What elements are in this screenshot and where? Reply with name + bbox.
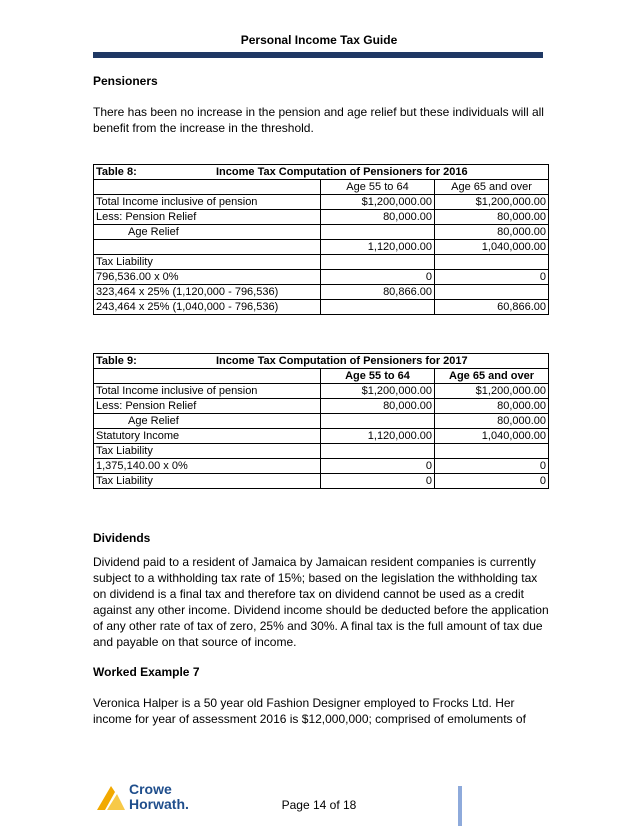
dividends-body: Dividend paid to a resident of Jamaica by Jamaican resident companies is currently subject to a withholding tax rate of 15%; based on the legislation the withholding tax on dividend is a final tax and therefore tax on dividend cannot be used as a credit against any other income. Dividend income should be deducted before the application of any other rate of tax of zero, 25% and 30%. A final tax is the full amount of tax due and payable on that source of income. (93, 555, 549, 649)
table-header-row (94, 369, 549, 384)
table-row (94, 474, 549, 489)
table-row (94, 270, 549, 285)
dividends-heading: Dividends (93, 531, 151, 545)
table-cell: Less: Pension Relief (94, 210, 321, 225)
table-row (94, 459, 549, 474)
table-header-cell (94, 369, 321, 384)
table-row (94, 384, 549, 399)
table-cell: Total Income inclusive of pension (94, 195, 321, 210)
table-cell: 0 (435, 474, 549, 489)
table-row (94, 429, 549, 444)
table-row (94, 399, 549, 414)
table-cell (435, 444, 549, 459)
table-cell: Tax Liability (94, 255, 321, 270)
table-cell (321, 300, 435, 315)
table-row (94, 444, 549, 459)
table-cell: 80,000.00 (435, 414, 549, 429)
table-caption-row (94, 165, 549, 180)
table-cell: Less: Pension Relief (94, 399, 321, 414)
table-title: Income Tax Computation of Pensioners for 2016 (216, 166, 468, 178)
table-label: Table 8: (96, 166, 137, 178)
table-cell: 323,464 x 25% (1,120,000 - 796,536) (94, 285, 321, 300)
table-cell: Age Relief (94, 414, 321, 429)
table-row (94, 285, 549, 300)
table-cell (435, 255, 549, 270)
table-cell: Total Income inclusive of pension (94, 384, 321, 399)
logo-line-1: Crowe (129, 781, 172, 797)
table-cell: $1,200,000.00 (435, 195, 549, 210)
table-caption-row (94, 354, 549, 369)
table-cell: 1,040,000.00 (435, 240, 549, 255)
table-cell: Tax Liability (94, 474, 321, 489)
table-cell (321, 255, 435, 270)
table-cell: $1,200,000.00 (435, 384, 549, 399)
table-cell: 80,866.00 (321, 285, 435, 300)
table-row (94, 255, 549, 270)
table-cell (321, 444, 435, 459)
table-cell: 0 (321, 474, 435, 489)
page-number: Page 14 of 18 (281, 798, 357, 812)
table-header-cell (94, 180, 321, 195)
table-cell: 1,120,000.00 (321, 429, 435, 444)
table-cell: 80,000.00 (435, 225, 549, 240)
worked-example-heading: Worked Example 7 (93, 665, 200, 679)
table-row (94, 225, 549, 240)
table-row (94, 210, 549, 225)
table-cell: 80,000.00 (321, 399, 435, 414)
table-row (94, 300, 549, 315)
table-cell: 796,536.00 x 0% (94, 270, 321, 285)
table-header-row (94, 180, 549, 195)
table-cell: Age Relief (94, 225, 321, 240)
table-cell: 80,000.00 (435, 399, 549, 414)
table-caption (94, 165, 549, 180)
table-cell: $1,200,000.00 (321, 195, 435, 210)
table-row (94, 240, 549, 255)
logo-line-2: Horwath. (129, 796, 189, 812)
table-cell: Tax Liability (94, 444, 321, 459)
table-header-cell: Age 55 to 64 (321, 180, 435, 195)
worked-example-body: Veronica Halper is a 50 year old Fashion Designer employed to Frocks Ltd. Her income for year of assessment 2016 is $12,000,000; comprised of emoluments of (93, 696, 526, 726)
table-cell: Statutory Income (94, 429, 321, 444)
table-cell: $1,200,000.00 (321, 384, 435, 399)
table-row (94, 195, 549, 210)
table-cell: 243,464 x 25% (1,040,000 - 796,536) (94, 300, 321, 315)
header-rule (93, 52, 543, 58)
table-header-cell: Age 55 to 64 (321, 369, 435, 384)
footer-divider (458, 786, 462, 826)
table-cell (94, 240, 321, 255)
table-header-cell: Age 65 and over (435, 369, 549, 384)
table-cell: 1,040,000.00 (435, 429, 549, 444)
pensioners-heading: Pensioners (93, 74, 158, 88)
table-cell (321, 225, 435, 240)
table-label: Table 9: (96, 355, 137, 367)
table-title: Income Tax Computation of Pensioners for 2017 (216, 355, 468, 367)
pensioners-body: There has been no increase in the pension and age relief but these individuals will all benefit from the increase in the threshold. (93, 105, 544, 135)
table-cell: 80,000.00 (435, 210, 549, 225)
table-header-cell: Age 65 and over (435, 180, 549, 195)
table-row (94, 414, 549, 429)
table-cell: 80,000.00 (321, 210, 435, 225)
table-cell: 0 (435, 270, 549, 285)
table-8 (93, 164, 549, 315)
table-9 (93, 353, 549, 489)
table-cell (321, 414, 435, 429)
table-cell (435, 285, 549, 300)
page-header-title: Personal Income Tax Guide (240, 33, 398, 47)
table-cell: 60,866.00 (435, 300, 549, 315)
table-cell: 1,120,000.00 (321, 240, 435, 255)
table-cell: 0 (321, 459, 435, 474)
table-cell: 1,375,140.00 x 0% (94, 459, 321, 474)
table-cell: 0 (321, 270, 435, 285)
table-cell: 0 (435, 459, 549, 474)
table-caption (94, 354, 549, 369)
